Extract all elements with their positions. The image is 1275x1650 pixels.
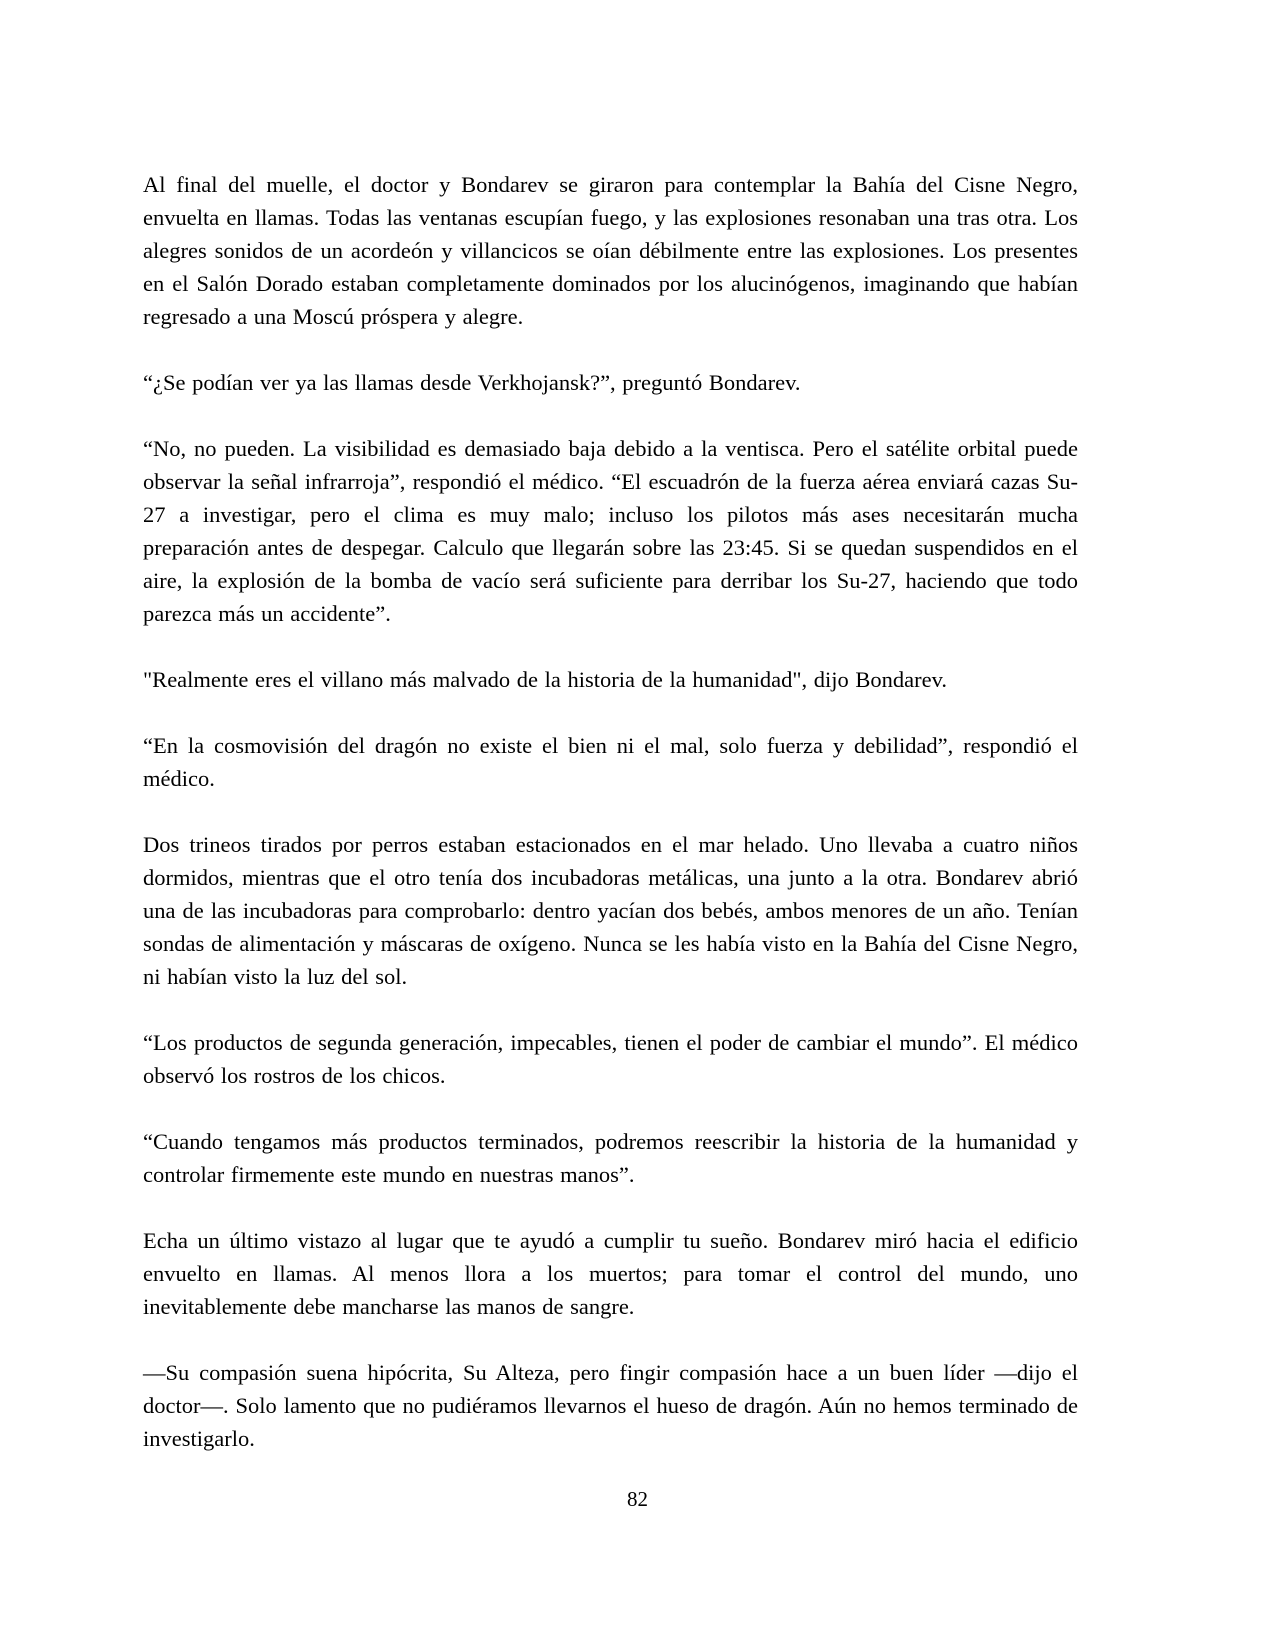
paragraph: Al final del muelle, el doctor y Bondarev se giraron para contemplar la Bahía del Cisne Negro, envuelta en llamas. Todas las ventanas escupían fuego, y las explosiones resonaban una tras otra. Los alegres sonidos de un acordeón y villancicos se oían débilmente entre las explosiones. Los presentes en el Salón Dorado estaban completamente dominados por los alucinógenos, imaginando que habían regresado a una Moscú próspera y alegre. xyxy=(143,172,1078,329)
paragraph: "Realmente eres el villano más malvado de la historia de la humanidad", dijo Bondarev. xyxy=(143,667,948,692)
page-number: 82 xyxy=(627,1487,648,1511)
paragraph: Dos trineos tirados por perros estaban estacionados en el mar helado. Uno llevaba a cuatro niños dormidos, mientras que el otro tenía dos incubadoras metálicas, una junto a la otra. Bondarev abrió una de las incubadoras para comprobarlo: dentro yacían dos bebés, ambos menores de un año. Tenían sondas de alimentación y máscaras de oxígeno. Nunca se les había visto en la Bahía del Cisne Negro, ni habían visto la luz del sol. xyxy=(143,832,1078,989)
text-content xyxy=(143,168,1078,1488)
paragraph: “¿Se podían ver ya las llamas desde Verkhojansk?”, preguntó Bondarev. xyxy=(143,370,801,395)
paragraph: “Los productos de segunda generación, impecables, tienen el poder de cambiar el mundo”. El médico observó los rostros de los chicos. xyxy=(143,1030,1078,1088)
paragraph: —Su compasión suena hipócrita, Su Alteza, pero fingir compasión hace a un buen líder —dijo el doctor—. Solo lamento que no pudiéramos llevarnos el hueso de dragón. Aún no hemos terminado de investigarlo. xyxy=(143,1360,1078,1451)
paragraph: “Cuando tengamos más productos terminados, podremos reescribir la historia de la humanidad y controlar firmemente este mundo en nuestras manos”. xyxy=(143,1129,1078,1187)
paragraph: “En la cosmovisión del dragón no existe el bien ni el mal, solo fuerza y debilidad”, respondió el médico. xyxy=(143,733,1078,791)
paragraph: Echa un último vistazo al lugar que te ayudó a cumplir tu sueño. Bondarev miró hacia el edificio envuelto en llamas. Al menos llora a los muertos; para tomar el control del mundo, uno inevitablemente debe mancharse las manos de sangre. xyxy=(143,1228,1078,1319)
paragraph: “No, no pueden. La visibilidad es demasiado baja debido a la ventisca. Pero el satélite orbital puede observar la señal infrarroja”, respondió el médico. “El escuadrón de la fuerza aérea enviará cazas Su-27 a investigar, pero el clima es muy malo; incluso los pilotos más ases necesitarán mucha preparación antes de despegar. Calculo que llegarán sobre las 23:45. Si se quedan suspendidos en el aire, la explosión de la bomba de vacío será suficiente para derribar los Su-27, haciendo que todo parezca más un accidente”. xyxy=(143,436,1078,626)
